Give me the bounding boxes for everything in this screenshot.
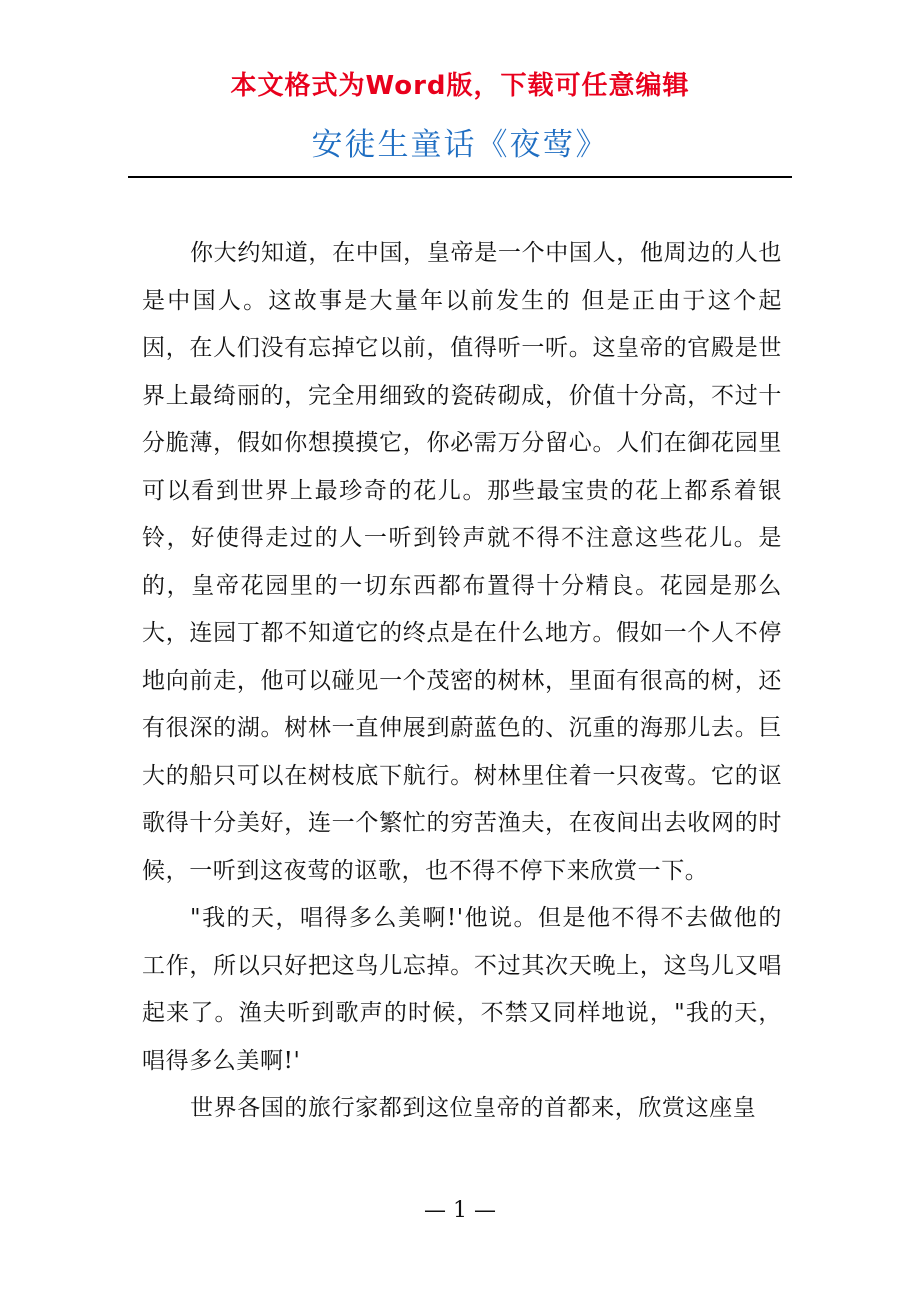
format-notice: 本文格式为Word版，下载可任意编辑: [230, 71, 690, 101]
document-title: 安徒生童话《夜莺》: [311, 127, 609, 163]
page-number: — 1 —: [424, 1198, 496, 1223]
paragraph: "我的天，唱得多么美啊!'他说。但是他不得不去做他的工作，所以只好把这鸟儿忘掉。不过其次天晚上，这鸟儿又唱起来了。渔夫听到歌声的时候，不禁又同样地说，"我的天，唱得多么美啊!': [142, 905, 782, 1074]
title-divider: [128, 176, 792, 178]
document-body: [142, 230, 782, 1133]
paragraph: 你大约知道，在中国，皇帝是一个中国人，他周边的人也是中国人。这故事是大量年以前发生的 但是正由于这个起因，在人们没有忘掉它以前，值得听一听。这皇帝的官殿是世界上最绮丽的，完全用细致的瓷砖砌成，价值十分高，不过十分脆薄，假如你想摸摸它，你必需万分留心。人们在御花园里可以看到世界上最珍奇的花儿。那些最宝贵的花上都系着银铃，好使得走过的人一听到铃声就不得不注意这些花儿。是的，皇帝花园里的一切东西都布置得十分精良。花园是那么大，连园丁都不知道它的终点是在什么地方。假如一个人不停地向前走，他可以碰见一个茂密的树林，里面有很高的树，还有很深的湖。树林一直伸展到蔚蓝色的、沉重的海那儿去。巨大的船只可以在树枝底下航行。树林里住着一只夜莺。它的讴歌得十分美好，连一个繁忙的穷苦渔夫，在夜间出去收网的时候，一听到这夜莺的讴歌，也不得不停下来欣赏一下。: [142, 240, 782, 884]
paragraph: 世界各国的旅行家都到这位皇帝的首都来，欣赏这座皇: [190, 1095, 757, 1121]
